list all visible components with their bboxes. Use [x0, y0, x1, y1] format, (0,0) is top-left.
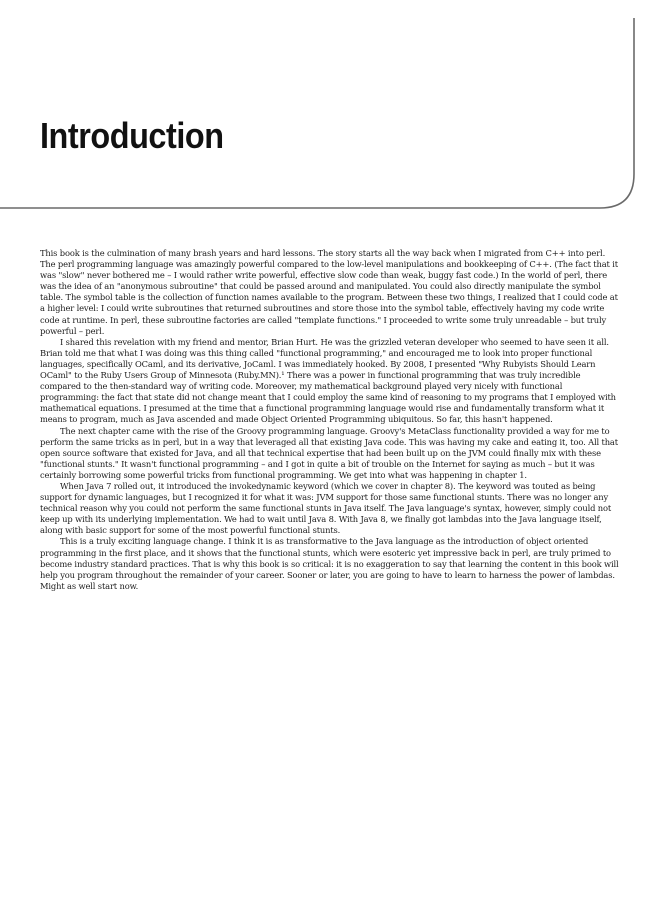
- chapter-title: Introduction: [40, 115, 224, 156]
- paragraph-4: When Java 7 rolled out, it introduced the invokedynamic keyword (which we cover in chapter 8). The keyword was touted as being support for dynamic languages, but I recognized it for what it was: JVM support for those same functional stunts. There was no longer any technical reason why you could not perform the same functional stunts in Java itself. The Java language's syntax, however, simply could not keep up with its underlying implementation. We had to wait until Java 8. With Java 8, we finally got lambdas into the Java language itself, along with basic support for some of the most powerful functional stunts.: [40, 480, 612, 536]
- paragraph-5: This is a truly exciting language change. I think it is as transformative to the Java language as the introduction of object oriented programming in the first place, and it shows that the functional stunts, which were esoteric yet impressive back in perl, are truly primed to become industry standard practices. That is why this book is so critical: it is no exaggeration to say that learning the content in this book will help you program throughout the remainder of your career. Sooner or later, you are going to have to learn to harness the power of lambdas. Might as well start now.: [40, 536, 619, 591]
- paragraph-1: This book is the culmination of many brash years and hard lessons. The story starts all the way back when I migrated from C++ into perl. The perl programming language was amazingly powerful compared to the low-level manipulations and bookkeeping of C++. (The fact that it was "slow" never bothered me – I would rather write powerful, effective slow code than weak, buggy fast code.) In the world of perl, there was the idea of an "anonymous subroutine" that could be passed around and manipulated. You could also directly manipulate the symbol table. The symbol table is the collection of function names available to the program. Between these two things, I realized that I could code at a higher level: I could write subroutines that returned subroutines and store those into the symbol table, effectively having my code write code at runtime. In perl, these subroutine factories are called "template functions." I proceeded to write some truly unreadable – but truly powerful – perl.: [40, 248, 618, 336]
- paragraph-3: The next chapter came with the rise of the Groovy programming language. Groovy's MetaClass functionality provided a way for me to perform the same tricks as in perl, but in a way that leveraged all that existing Java code. This was having my cake and eating it, too. All that open source software that existed for Java, and all that technical expertise that had been built up on the JVM could finally mix with these "functional stunts." It wasn't functional programming – and I got in quite a bit of trouble on the Internet for saying as much – but it was certainly borrowing some powerful tricks from functional programming. We get into what was happening in chapter 1.: [40, 425, 618, 480]
- chapter-body: [40, 248, 620, 592]
- paragraph-2: I shared this revelation with my friend and mentor, Brian Hurt. He was the grizzled veteran developer who seemed to have seen it all. Brian told me that what I was doing was this thing called "functional programming," and encouraged me to look into proper functional languages, specifically OCaml, and its derivative, JoCaml. I was immediately hooked. By 2008, I presented "Why Rubyists Should Learn OCaml" to the Ruby Users Group of Minnesota (Ruby.MN).¹ There was a power in functional programming that was truly incredible compared to the then-standard way of writing code. Moreover, my mathematical background played very nicely with functional programming: the fact that state did not change meant that I could employ the same kind of reasoning to my programs that I employed with mathematical equations. I presumed at the time that a functional programming language would rise and fundamentally transform what it means to program, much as Java ascended and made Object Oriented Programming ubiquitous. So far, this hasn't happened.: [40, 336, 616, 425]
